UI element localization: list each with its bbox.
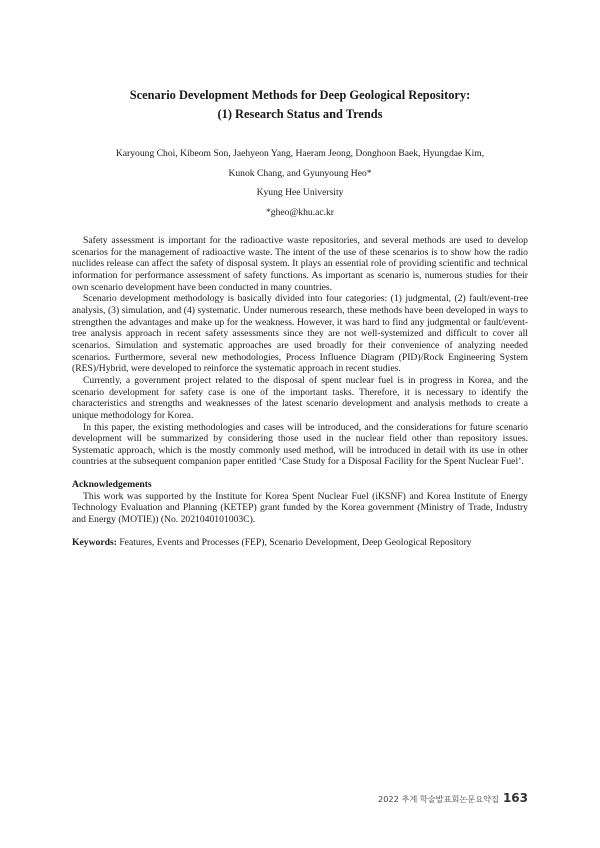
acknowledgements-text: This work was supported by the Institute for Korea Spent Nuclear Fuel (iKSNF) and Korea Institute of Energy Technology Evaluation and Planning (KETEP) grant funded by the Korea government (Ministry of Trade, Industry and Energy (MOTIE)) (No. 2021040101003C). <box>72 490 528 526</box>
paragraph-2: Scenario development methodology is basically divided into four categories: (1) judgmental, (2) fault/event-tree analysis, (3) simulation, and (4) systematic. Under numerous research, these methods have been developed in ways to strengthen the advantages and make up for the weakness. However, it was hard to find any judgmental or fault/event-tree analysis approach in recent safety assessments since they are not well-systemized and difficult to cover all scenarios. Simulation and systematic approaches are used broadly for their convenience of analyzing needed scenarios. Furthermore, several new methodologies, Process Influence Diagram (PID)/Rock Engineering System (RES)/Hybrid, were developed to reinforce the systematic approach in recent studies. <box>72 293 528 375</box>
title-line-2: (1) Research Status and Trends <box>217 107 383 121</box>
author-block <box>60 144 540 222</box>
affiliation: Kyung Hee University <box>256 187 344 198</box>
corresponding-email: *gheo@khu.ac.kr <box>266 206 334 218</box>
keywords-label: Keywords: <box>72 536 117 548</box>
page-footer <box>378 791 528 805</box>
title-line-1: Scenario Development Methods for Deep Geological Repository: <box>129 88 471 102</box>
authors-line-2: Kunok Chang, and Gyunyoung Heo* <box>228 167 372 179</box>
paragraph-3: Currently, a government project related to the disposal of spent nuclear fuel is in progress in Korea, and the scenario development for safety case is one of the important tasks. Therefore, it is necessary to identify the characteristics and strengths and weaknesses of the latest scenario development and analysis methods to create a unique methodology for Korea. <box>72 374 528 421</box>
paragraph-4: In this paper, the existing methodologies and cases will be introduced, and the considerations for future scenario development will be summarized by considering those used in the nuclear field other than repository issues. Systematic approach, which is the mostly commonly used method, will be introduced in detail with its use in other countries at the subsequent companion paper entitled ‘Case Study for a Disposal Facility for the Spent Nuclear Fuel’. <box>72 421 528 468</box>
abstract-body <box>72 235 528 548</box>
keywords-text: Features, Events and Processes (FEP), Scenario Development, Deep Geological Repository <box>116 536 472 548</box>
authors-line-1: Karyoung Choi, Kibeom Son, Jaehyeon Yang, Haeram Jeong, Donghoon Baek, Hyungdae Kim, <box>115 148 485 159</box>
proceedings-title: 2022 추계 학술발표회논문요약집 <box>377 794 499 804</box>
paragraph-1: Safety assessment is important for the radioactive waste repositories, and several methods are used to develop scenarios for the management of radioactive waste. The intent of the use of these scenarios is to show how the radio nuclides release can affect the safety of disposal system. It plays an essential role of providing scientific and technical information for performance assessment of safety functions. As important as scenario is, numerous studies for their own scenario development have been conducted in many countries. <box>72 235 528 293</box>
acknowledgements-heading: Acknowledgements <box>72 479 152 491</box>
keywords <box>72 537 528 549</box>
paper-title <box>60 86 540 124</box>
page-number: 163 <box>502 791 528 805</box>
